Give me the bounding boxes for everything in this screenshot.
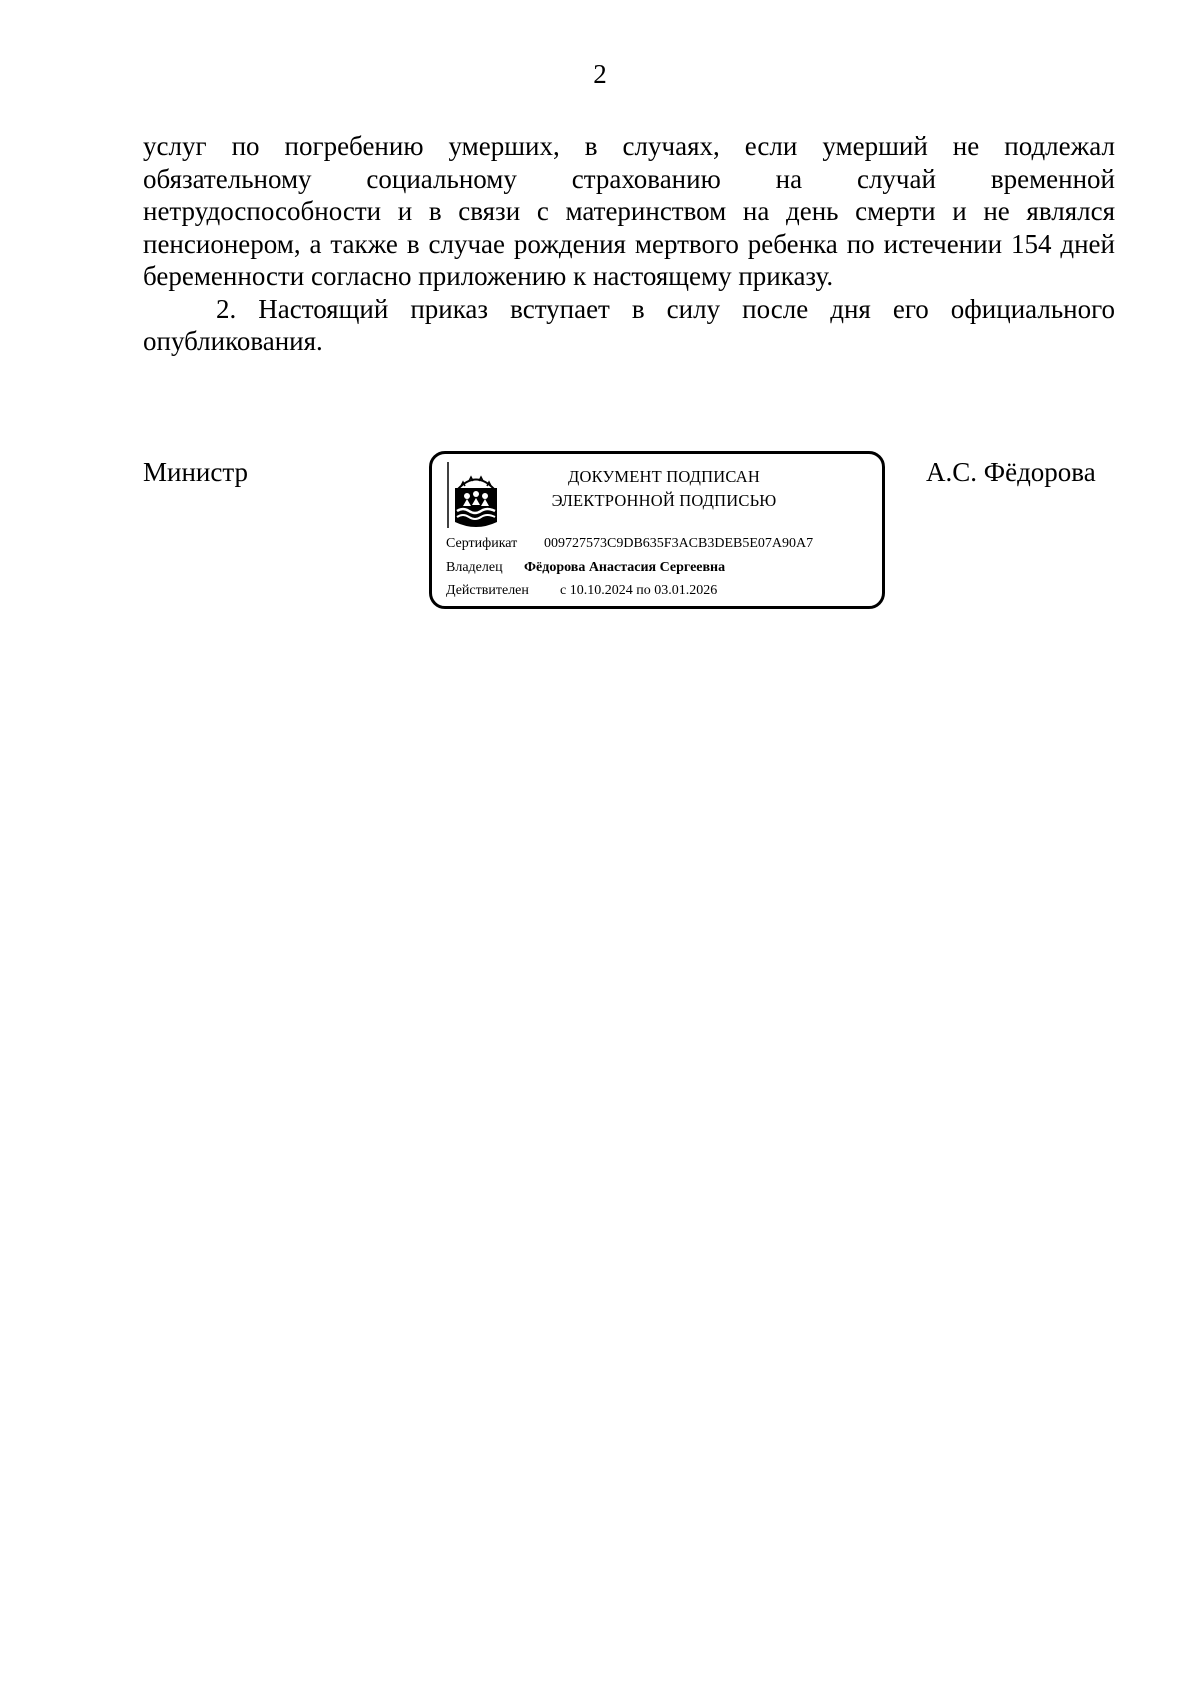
- valid-label: Действителен: [446, 583, 529, 598]
- stamp-validity-row: [446, 582, 717, 600]
- signer-name: А.С. Фёдорова: [926, 457, 1096, 487]
- paragraph-item-2: 2. Настоящий приказ вступает в силу после дня его официального опубликования.: [143, 293, 1115, 356]
- stamp-title: [512, 465, 816, 513]
- valid-value: с 10.10.2024 по 03.01.2026: [560, 583, 718, 598]
- stamp-title-line-2: ЭЛЕКТРОННОЙ ПОДПИСЬЮ: [551, 491, 777, 510]
- coat-of-arms-icon: [446, 462, 506, 530]
- stamp-owner-row: [446, 559, 725, 577]
- page-number: 2: [593, 59, 607, 89]
- owner-value: Фёдорова Анастасия Сергеевна: [524, 560, 726, 575]
- signer-position: Министр: [143, 457, 248, 487]
- owner-label: Владелец: [446, 560, 503, 575]
- stamp-title-line-1: ДОКУМЕНТ ПОДПИСАН: [568, 467, 760, 486]
- certificate-value: 009727573C9DB635F3ACB3DEB5E07A90A7: [544, 536, 814, 551]
- stamp-certificate-row: [446, 535, 813, 553]
- paragraph-continuation: услуг по погребению умерших, в случаях, если умерший не подлежал обязательному социальному страхованию на случай временной нетрудоспособности и в связи с материнством на день смерти и не являлся пенсионером, а также в случае рождения мертвого ребенка по истечении 154 дней беременности согласно приложению к настоящему приказу.: [143, 131, 1115, 291]
- document-body: [143, 130, 1115, 358]
- electronic-signature-stamp: [429, 451, 885, 609]
- certificate-label: Сертификат: [446, 536, 518, 551]
